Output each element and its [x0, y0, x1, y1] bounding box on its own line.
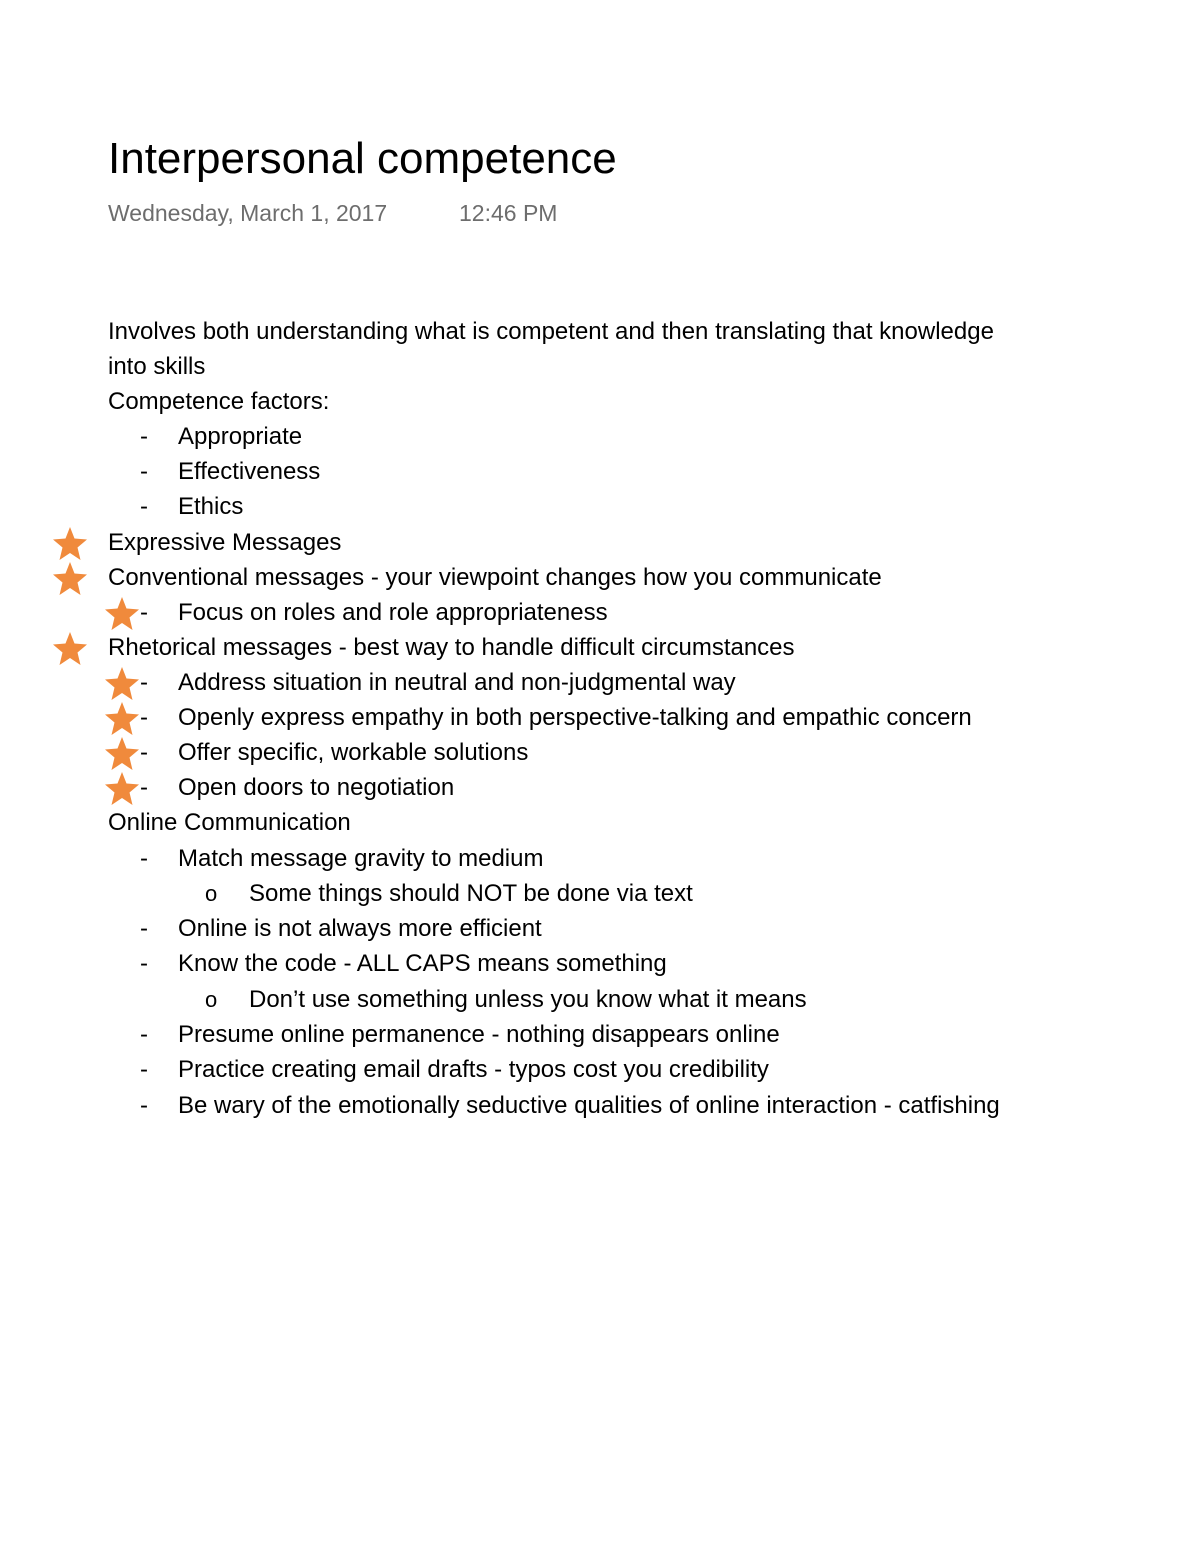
list-dash: -	[140, 1056, 148, 1083]
list-item-online: Know the code - ALL CAPS means something	[178, 950, 667, 977]
list-dash: -	[140, 845, 148, 872]
list-subitem-online: Don’t use something unless you know what it means	[249, 986, 807, 1013]
intro-text-line-2: into skills	[108, 353, 206, 380]
rhetorical-messages-heading: Rhetorical messages - best way to handle difficult circumstances	[108, 634, 795, 661]
list-dash: -	[140, 669, 148, 696]
list-item-factor: Ethics	[178, 493, 244, 520]
list-item-rhetorical: Open doors to negotiation	[178, 774, 455, 801]
list-item-online: Presume online permanence - nothing disappears online	[178, 1021, 780, 1048]
star-icon	[104, 701, 140, 737]
hollow-circle-bullet: o	[205, 987, 218, 1012]
list-dash: -	[140, 774, 148, 801]
page-date: Wednesday, March 1, 2017	[108, 200, 388, 226]
star-icon	[52, 561, 88, 597]
list-item-rhetorical: Address situation in neutral and non-judgmental way	[178, 669, 736, 696]
list-dash: -	[140, 423, 148, 450]
list-item-online: Practice creating email drafts - typos cost you credibility	[178, 1056, 769, 1083]
list-dash: -	[140, 493, 148, 520]
factors-heading: Competence factors:	[108, 388, 330, 415]
list-dash: -	[140, 1092, 148, 1119]
star-icon	[104, 736, 140, 772]
online-communication-heading: Online Communication	[108, 809, 351, 836]
list-dash: -	[140, 704, 148, 731]
list-dash: -	[140, 915, 148, 942]
conventional-messages-heading: Conventional messages - your viewpoint changes how you communicate	[108, 564, 882, 591]
page-title: Interpersonal competence	[108, 134, 617, 183]
list-item-rhetorical: Offer specific, workable solutions	[178, 739, 529, 766]
expressive-messages-heading: Expressive Messages	[108, 529, 342, 556]
list-dash: -	[140, 950, 148, 977]
list-item-factor: Effectiveness	[178, 458, 321, 485]
star-icon	[104, 666, 140, 702]
star-icon	[104, 771, 140, 807]
list-dash: -	[140, 1021, 148, 1048]
list-item-online: Match message gravity to medium	[178, 845, 544, 872]
intro-text-line-1: Involves both understanding what is competent and then translating that knowledge	[108, 318, 994, 345]
page-time: 12:46 PM	[459, 200, 558, 226]
list-item-factor: Appropriate	[178, 423, 303, 450]
star-icon	[104, 596, 140, 632]
list-dash: -	[140, 458, 148, 485]
star-icon	[52, 526, 88, 562]
list-subitem-online: Some things should NOT be done via text	[249, 880, 693, 907]
list-item-online: Online is not always more efficient	[178, 915, 542, 942]
list-item-online: Be wary of the emotionally seductive qualities of online interaction - catfishing	[178, 1092, 1000, 1119]
list-dash: -	[140, 739, 148, 766]
star-icon	[52, 631, 88, 667]
list-dash: -	[140, 599, 148, 626]
list-item-conventional: Focus on roles and role appropriateness	[178, 599, 608, 626]
hollow-circle-bullet: o	[205, 881, 218, 906]
list-item-rhetorical: Openly express empathy in both perspective-talking and empathic concern	[178, 704, 972, 731]
